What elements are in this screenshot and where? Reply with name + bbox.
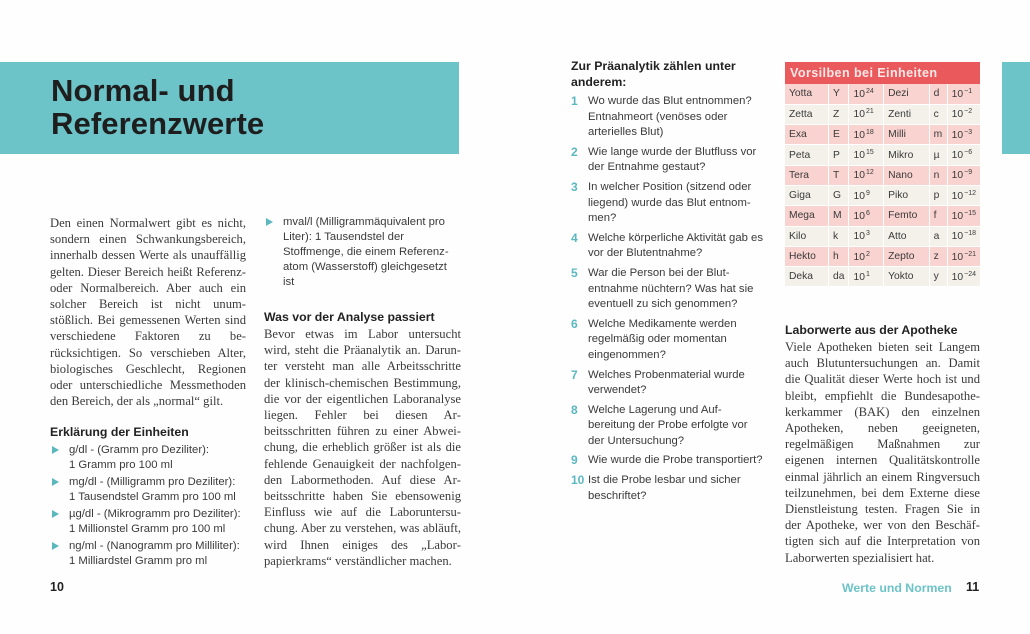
prefix-symbol: h <box>829 246 849 266</box>
unit-explanation: 1 Milliardstel Gramm pro ml <box>69 555 208 568</box>
power-base: 10 <box>853 129 865 141</box>
power-exponent: 21 <box>865 108 874 116</box>
units-list-item <box>50 507 246 537</box>
analysis-paragraph: Bevor etwas im Labor untersucht wird, steht die Präanalytik an. Darunter versteht man alle Arbeitsschritte der klinisch-chemischen Bestimmung, die vor der eigentlichen Laboranalyse liegen. Fehler bei diesen Arbeitsschritten führen zu einer Abweichung, die erheblich größer ist als die fehlende Genauigkeit der nachfolgenden Labormethoden. Auf diese Arbeitsschritte haben Sie ebensowenig Einfluss wie auf die Laboruntersuchung. Aber zu verstehen, was abläuft, wird Ihnen einiges des „Laborpapierkrams“ verständlicher machen. <box>264 327 461 568</box>
chapter-tab-marker <box>1002 62 1030 154</box>
prefix-symbol: p <box>929 185 947 205</box>
unit-explanation: 1 Millionstel Gramm pro 100 ml <box>69 523 226 536</box>
power-base: 10 <box>853 190 865 202</box>
power-exponent: −24 <box>964 270 976 278</box>
power-base: 10 <box>951 88 964 100</box>
prefix-name: Femto <box>884 206 930 226</box>
power-base: 10 <box>951 129 964 141</box>
pharmacy-paragraph: Viele Apotheken bieten seit Langem auch Blutuntersuchungen an. Damit die Qualität dieser Werte hoch ist und bleibt, empfiehlt die Bundesapothekerkammer (BAK) den einzelnen Apotheken, neben geeigneten, regelmäßigen Maßnahmen zur eigenen internen Qualitätskontrolle einmal jährlich an einem Ringversuch teilzunehmen, bei dem Externe diese Dienstleistung testen. Fragen Sie in der Apotheke, wer von den Beschäftigten sich auf die Interpretation von Laborwerten spezialisiert hat. <box>785 340 980 565</box>
power-base: 10 <box>853 88 865 100</box>
unit-definition: mg/dl - (Milligramm pro Deziliter): <box>69 476 236 489</box>
prefix-power <box>849 226 884 246</box>
item-text: Welche Lagerung und Aufbereitung der Probe erfolgte vor der Untersuchung? <box>588 403 748 447</box>
power-base: 10 <box>853 109 865 121</box>
title-band <box>0 62 459 154</box>
prefix-table-row <box>785 104 980 124</box>
triangle-bullet-icon <box>52 446 59 454</box>
prefix-table-row <box>785 206 980 226</box>
prefix-symbol: a <box>929 226 947 246</box>
power-base: 10 <box>951 190 964 202</box>
power-base: 10 <box>853 210 865 222</box>
prefix-table-row <box>785 246 980 266</box>
prefix-power <box>849 104 884 124</box>
prefix-power <box>947 165 980 185</box>
prefix-power <box>849 267 884 287</box>
units-list-item <box>50 475 246 505</box>
item-text: Ist die Probe lesbar und sicher beschriftet? <box>588 474 741 502</box>
prefix-symbol: E <box>829 125 849 145</box>
analysis-heading: Was vor der Analyse passiert <box>264 310 435 324</box>
item-text: In welcher Position (sitzend oder liegend) wurde das Blut entnommen? <box>588 180 752 225</box>
prefix-symbol: n <box>929 165 947 185</box>
units-list-item <box>50 539 246 569</box>
prefix-table-title: Vorsilben bei Einheiten <box>785 62 980 84</box>
prefix-power <box>947 125 980 145</box>
prefix-symbol: z <box>929 246 947 266</box>
power-base: 10 <box>951 210 964 222</box>
prefix-name: Hekto <box>785 246 829 266</box>
item-text: Welche Medikamente werden regelmäßig oder momentan eingenommen? <box>588 317 737 361</box>
prefix-power <box>947 185 980 205</box>
item-text: Welche körperliche Aktivität gab es vor der Blutentnahme? <box>588 231 763 260</box>
triangle-bullet-icon <box>52 478 59 486</box>
power-exponent: −2 <box>964 108 973 116</box>
prefix-power <box>849 84 884 104</box>
prefix-name: Piko <box>884 185 930 205</box>
item-number: 5 <box>571 265 578 280</box>
prefix-table-row <box>785 165 980 185</box>
item-number: 9 <box>571 453 578 468</box>
prefix-table-row <box>785 185 980 205</box>
item-number: 10 <box>571 473 585 488</box>
power-exponent: −18 <box>964 230 976 238</box>
prefix-power <box>849 185 884 205</box>
prefix-name: Dezi <box>884 84 930 104</box>
power-base: 10 <box>951 231 964 243</box>
prefix-table-row <box>785 125 980 145</box>
prefix-name: Yokto <box>884 267 930 287</box>
preanalytics-item <box>571 453 764 469</box>
prefix-power <box>947 145 980 165</box>
right-column-2 <box>785 323 980 566</box>
item-number: 8 <box>571 402 578 417</box>
item-text: Wie lange wurde der Blutfluss vor der Entnahme gestaut? <box>588 145 757 174</box>
prefix-symbol: Z <box>829 104 849 124</box>
units-list-item <box>264 215 461 290</box>
prefix-name: Giga <box>785 185 829 205</box>
power-exponent: −21 <box>964 250 976 258</box>
item-number: 4 <box>571 230 578 245</box>
item-text: Wo wurde das Blut entnommen? Entnahmeort (venöses oder arterielles Blut) <box>588 95 752 139</box>
unit-definition: mval/l (Milligrammäquivalent pro Liter): 1 Tausendstel der Stoffmenge, die einem Referenzatom (Wasserstoff) gleichgesetzt ist <box>283 216 449 288</box>
unit-explanation: 1 Gramm pro 100 ml <box>69 459 173 472</box>
item-number: 2 <box>571 144 578 159</box>
preanalytics-heading: Zur Präanalytik zählen unter anderem: <box>571 59 736 89</box>
prefix-symbol: Y <box>829 84 849 104</box>
prefix-power <box>947 84 980 104</box>
prefix-symbol: f <box>929 206 947 226</box>
power-exponent: 12 <box>865 169 874 177</box>
left-column-1 <box>50 215 246 571</box>
prefix-name: Atto <box>884 226 930 246</box>
power-exponent: 15 <box>865 149 874 157</box>
preanalytics-item <box>571 145 764 176</box>
preanalytics-item <box>571 180 764 227</box>
power-exponent: 18 <box>865 128 874 136</box>
prefix-name: Kilo <box>785 226 829 246</box>
prefix-power <box>849 145 884 165</box>
chapter-title <box>51 74 264 140</box>
power-exponent: 2 <box>865 250 870 258</box>
power-exponent: −12 <box>964 189 976 197</box>
prefix-power <box>849 165 884 185</box>
power-exponent: −1 <box>964 87 973 95</box>
prefix-name: Deka <box>785 267 829 287</box>
preanalytics-list <box>571 94 764 504</box>
power-base: 10 <box>951 251 964 263</box>
item-number: 1 <box>571 94 578 108</box>
prefix-symbol: y <box>929 267 947 287</box>
prefix-name: Nano <box>884 165 930 185</box>
power-base: 10 <box>853 251 865 263</box>
unit-definition: µg/dl - (Mikrogramm pro Deziliter): <box>69 508 241 521</box>
prefix-table-body <box>785 84 980 287</box>
page-number-right: 11 <box>966 580 980 594</box>
units-list-item <box>50 443 246 473</box>
prefix-table-row <box>785 84 980 104</box>
prefix-name: Mikro <box>884 145 930 165</box>
prefix-symbol: T <box>829 165 849 185</box>
power-base: 10 <box>853 231 865 243</box>
prefix-name: Peta <box>785 145 829 165</box>
power-base: 10 <box>853 271 865 283</box>
preanalytics-item <box>571 266 764 313</box>
preanalytics-item <box>571 473 764 504</box>
power-base: 10 <box>951 271 964 283</box>
item-number: 3 <box>571 179 578 194</box>
triangle-bullet-icon <box>52 542 59 550</box>
prefix-power <box>947 246 980 266</box>
prefix-symbol: da <box>829 267 849 287</box>
power-exponent: −9 <box>964 169 973 177</box>
item-text: War die Person bei der Blutentnahme nüchtern? Was hat sie eventuell zu sich genommen? <box>588 266 754 311</box>
power-base: 10 <box>951 109 964 121</box>
left-column-2 <box>264 215 461 569</box>
power-base: 10 <box>853 150 865 162</box>
units-list-continued <box>264 215 461 290</box>
right-column-1 <box>571 59 764 508</box>
units-heading: Erklärung der Einheiten <box>50 425 189 440</box>
prefix-table-row <box>785 226 980 246</box>
prefix-table-row <box>785 145 980 165</box>
power-base: 10 <box>951 150 964 162</box>
running-head: Werte und Normen <box>842 581 952 595</box>
preanalytics-item <box>571 94 764 141</box>
prefix-symbol: c <box>929 104 947 124</box>
prefix-symbol: m <box>929 125 947 145</box>
preanalytics-item <box>571 231 764 262</box>
chapter-title-line1: Normal- und <box>51 73 235 108</box>
power-exponent: 6 <box>865 209 870 217</box>
prefix-power <box>947 226 980 246</box>
prefix-name: Milli <box>884 125 930 145</box>
prefix-symbol: M <box>829 206 849 226</box>
prefix-name: Tera <box>785 165 829 185</box>
prefix-power <box>947 206 980 226</box>
prefix-power <box>849 206 884 226</box>
prefix-table-row <box>785 267 980 287</box>
item-text: Wie wurde die Probe transportiert? <box>588 454 763 467</box>
chapter-title-line2: Referenzwerte <box>51 106 265 141</box>
power-exponent: −15 <box>964 209 976 217</box>
triangle-bullet-icon <box>52 510 59 518</box>
prefix-name: Zetta <box>785 104 829 124</box>
item-number: 7 <box>571 367 578 382</box>
prefix-power <box>849 125 884 145</box>
prefix-symbol: d <box>929 84 947 104</box>
prefix-name: Exa <box>785 125 829 145</box>
prefix-symbol: P <box>829 145 849 165</box>
power-exponent: 24 <box>865 87 874 95</box>
preanalytics-item <box>571 368 764 399</box>
power-exponent: 1 <box>865 270 870 278</box>
preanalytics-item <box>571 317 764 364</box>
prefix-name: Zepto <box>884 246 930 266</box>
unit-definition: ng/ml - (Nanogramm pro Milliliter): <box>69 540 240 553</box>
power-base: 10 <box>853 170 865 182</box>
prefix-power <box>947 104 980 124</box>
prefix-power <box>849 246 884 266</box>
power-exponent: 3 <box>865 230 870 238</box>
prefix-name: Yotta <box>785 84 829 104</box>
page-number-left: 10 <box>50 580 64 594</box>
prefix-symbol: µ <box>929 145 947 165</box>
power-base: 10 <box>951 170 964 182</box>
pharmacy-heading: Laborwerte aus der Apotheke <box>785 323 958 337</box>
power-exponent: −3 <box>964 128 973 136</box>
prefix-symbol: k <box>829 226 849 246</box>
power-exponent: −6 <box>964 149 973 157</box>
item-number: 6 <box>571 316 578 331</box>
preanalytics-item <box>571 403 764 450</box>
power-exponent: 9 <box>865 189 870 197</box>
prefix-name: Zenti <box>884 104 930 124</box>
units-list <box>50 443 246 569</box>
prefix-name: Mega <box>785 206 829 226</box>
unit-definition: g/dl - (Gramm pro Deziliter): <box>69 444 209 457</box>
unit-explanation: 1 Tausendstel Gramm pro 100 ml <box>69 491 236 504</box>
item-text: Welches Probenmaterial wurde verwendet? <box>588 368 745 397</box>
triangle-bullet-icon <box>266 218 273 226</box>
prefix-symbol: G <box>829 185 849 205</box>
prefix-table <box>785 62 980 287</box>
intro-paragraph: Den einen Normalwert gibt es nicht, sondern einen Schwankungsbereich, innerhalb dessen Werte als unauffällig gelten. Dieser Bereich heißt Referenz- oder Normalbereich. Aber auch ein solcher Bereich ist nicht unumstößlich. Bei gemessenen Werten sind verschiedene Faktoren zu berücksichtigen. So verschieben Alter, biologisches Geschlecht, Regionen oder unterschiedliche Messmethoden den Bereich, der als „normal“ gilt. <box>50 216 246 409</box>
prefix-power <box>947 267 980 287</box>
